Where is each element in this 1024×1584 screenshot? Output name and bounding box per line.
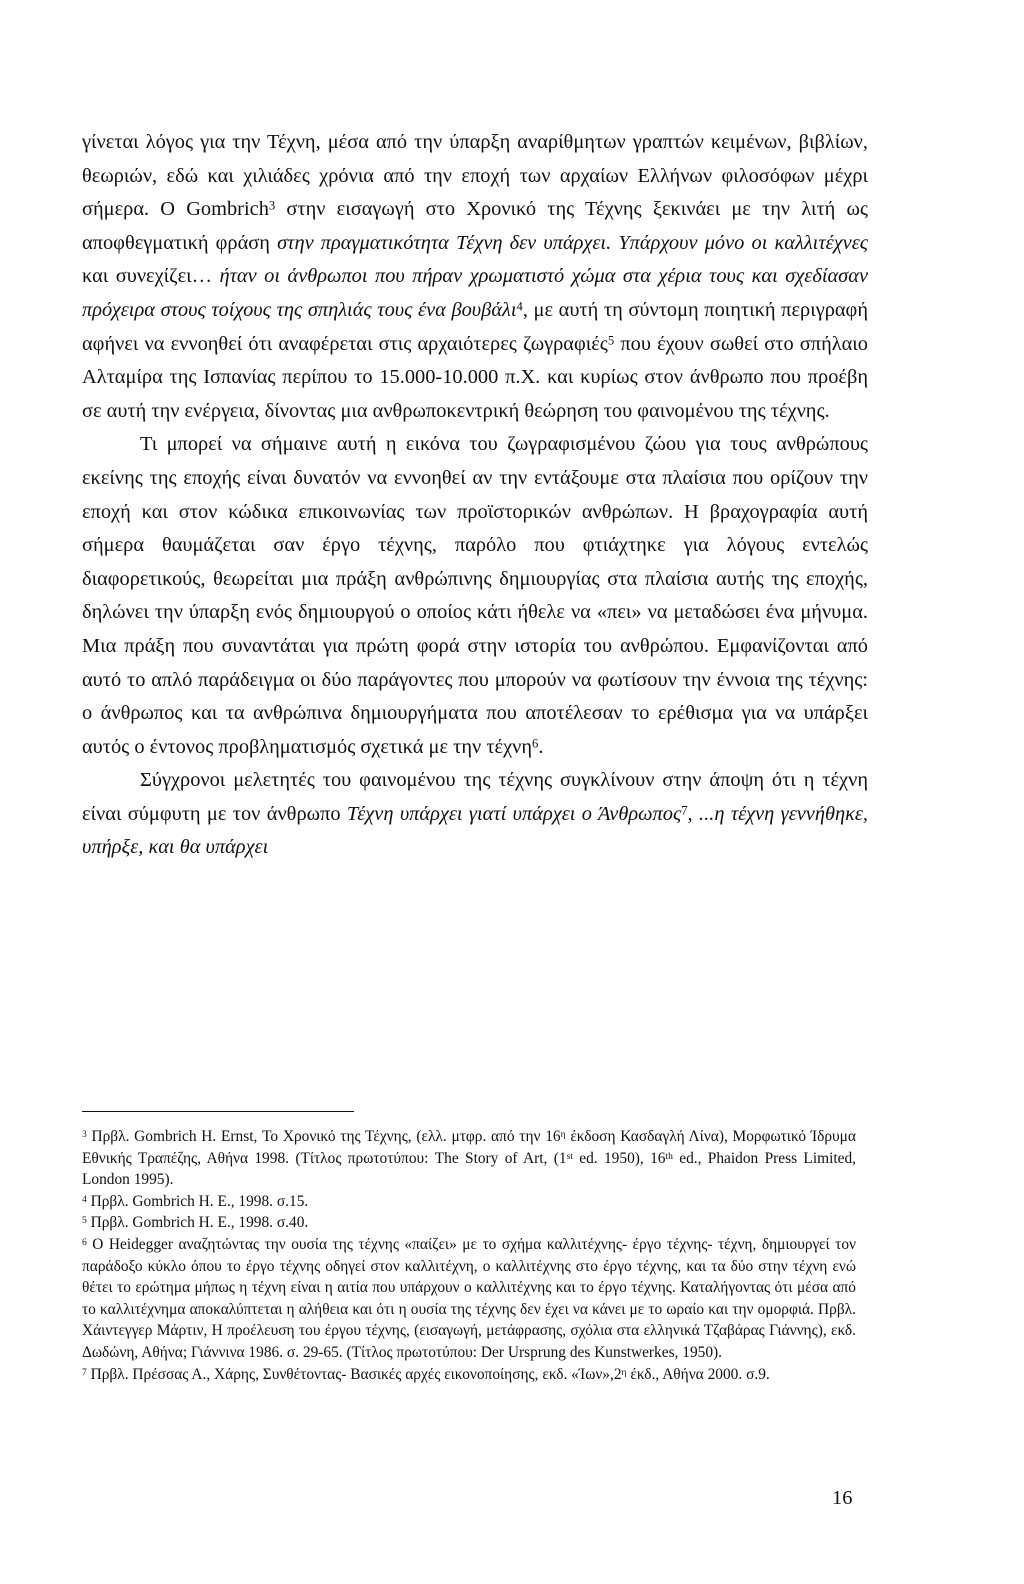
- footnote-ref-3[interactable]: 3: [268, 198, 276, 213]
- main-text: [82, 126, 868, 865]
- footnote-number: 4: [82, 1193, 87, 1205]
- italic-quote: στην πραγματικότητα Τέχνη δεν υπάρχει. Υπάρχουν μόνο οι καλλιτέχνες: [277, 231, 869, 254]
- superscript: th: [665, 1150, 673, 1162]
- footnote-number: 5: [82, 1215, 87, 1227]
- superscript: η: [560, 1129, 566, 1140]
- footnote-3: [82, 1126, 856, 1191]
- page-number: 16: [832, 1487, 853, 1509]
- footnote-ref-4[interactable]: 4: [516, 299, 523, 314]
- footnote-text: έκδοση Κασδαγλή Λίνα), Μορφωτικό Ίδρυμα Εθνικής Τραπέζης, Αθήνα 1998. (Τίτλος πρωτοτύπου: The Story of Art, (1: [82, 1128, 856, 1167]
- footnote-ref-6[interactable]: 6: [532, 736, 539, 751]
- footnote-7: [82, 1364, 856, 1386]
- footnote-ref-7[interactable]: 7: [681, 803, 688, 818]
- paragraph-3: [82, 764, 868, 865]
- footnote-number: 7: [82, 1366, 87, 1378]
- text-run: γίνεται λόγος για την Τέχνη, μέσα από την ύπαρξη αναρίθμητων γραπτών κειμένων, βιβλίων, θεωριών, εδώ και χιλιάδες χρόνια από την εποχή των αρχαίων Ελλήνων φιλοσόφων μέχρι σήμερα. Ο Gombrich: [82, 131, 868, 221]
- text-run: , με αυτή τη σύντομη ποιητική περιγραφή αφήνει να εννοηθεί ότι αναφέρεται στις αρχαιότερες ζωγραφιές: [82, 298, 868, 355]
- footnote-number: 6: [82, 1236, 87, 1248]
- footnote-4: [82, 1191, 856, 1213]
- italic-quote: ήταν οι άνθρωποι που πήραν χρωματιστό χώμα στα χέρια τους και σχεδίασαν πρόχειρα στους τοίχους της σπηλιάς τους ένα βουβάλι: [82, 265, 868, 321]
- footnote-separator: [82, 1111, 354, 1112]
- paragraph-1: [82, 126, 868, 428]
- footnote-text: Πρβλ. Gombrich H. E., 1998. σ.15.: [86, 1192, 309, 1210]
- superscript: η: [621, 1366, 627, 1378]
- footnote-text: ed. 1950), 16: [572, 1149, 666, 1167]
- footnote-5: [82, 1212, 856, 1234]
- text-run: Τι μπορεί να σήμαινε αυτή η εικόνα του ζωγραφισμένου ζώου για τους ανθρώπους εκείνης της εποχής είναι δυνατόν να εννοηθεί αν την εντάξουμε στα πλαίσια που ορίζουν την εποχή και στον κώδικα επικοινωνίας των προϊστορικών ανθρώπων. Η βραχογραφία αυτή σήμερα θαυμάζεται σαν έργο τέχνης, παρόλο που φτιάχτηκε για λόγους εντελώς διαφορετικούς, θεωρείται μια πράξη ανθρώπινης δημιουργίας στα πλαίσια αυτής της εποχής, δηλώνει την ύπαρξη ενός δημιουργού ο οποίος κάτι ήθελε να «πει» να μεταδώσει ένα μήνυμα. Μια πράξη που συναντάται για πρώτη φορά στην ιστορία του ανθρώπου. Εμφανίζονται από αυτό το απλό παράδειγμα οι δύο παράγοντες που μπορούν να φωτίσουν την έννοια της τέχνης: ο άνθρωπος και τα ανθρώπινα δημιουργήματα που αποτέλεσαν το ερέθισμα για να υπάρξει αυτός ο έντονος προβληματισμός σχετικά με την τέχνη: [82, 433, 868, 758]
- footnote-text: Ο Heidegger αναζητώντας την ουσία της τέχνης «παίζει» με το σχήμα καλλιτέχνης- έργο τέχνης- τέχνη, δημιουργεί τον παράδοξο κύκλο όπου το έργο τέχνης οδηγεί στον καλλιτέχνη, ο καλλιτέχνης στο έργο τέχνης, και τα δύο στην τέχνη ενώ θέτει το ερώτημα μήπως η τέχνη είναι η αιτία που υπάρχουν ο καλλιτέχνης και το έργο τέχνης. Καταλήγοντας ότι μέσα από το καλλιτέχνημα αποκαλύπτεται η αλήθεια και ότι η ουσία της τέχνης δεν έχει να κάνει με το ωραίο και την ομορφιά. Πρβλ. Χάιντεγγερ Μάρτιν, Η προέλευση του έργου τέχνης, (εισαγωγή, μετάφρασης, σχόλια στα ελληνικά Τζαβάρας Γιάννης), εκδ. Δωδώνη, Αθήνα; Γιάννινα 1986. σ. 29-65. (Τίτλος πρωτοτύπου: Der Ursprung des Kunstwerkes, 1950).: [82, 1235, 856, 1361]
- text-run: και συνεχίζει…: [82, 265, 220, 288]
- text-run: που έχουν σωθεί στο σπήλαιο Αλταμίρα της Ισπανίας περίπου το 15.000-10.000 π.Χ. και κυρίως στον άνθρωπο που προέβη σε αυτή την ενέργεια, δίνοντας μια ανθρωποκεντρική θεώρηση του φαινομένου της τέχνης.: [82, 332, 868, 422]
- footnote-text: Πρβλ. Gombrich H. Ernst, Το Χρονικό της Τέχνης, (ελλ. μτφρ. από την 16: [86, 1128, 561, 1145]
- text-run: .: [538, 735, 544, 758]
- text-run: στην εισαγωγή στο Χρονικό της Τέχνης ξεκινάει με την λιτή ως αποφθεγματική φράση: [82, 198, 868, 254]
- paragraph-2: [82, 428, 868, 764]
- footnote-text: έκδ., Αθήνα 2000. σ.9.: [626, 1365, 770, 1383]
- footnote-ref-5[interactable]: 5: [607, 333, 615, 348]
- footnote-text: ed., Phaidon Press Limited, London 1995).: [82, 1149, 856, 1189]
- footnote-text: Πρβλ. Πρέσσας Α., Χάρης, Συνθέτοντας- Βασικές αρχές εικονοποίησης, εκδ. «Ίων»,2: [86, 1365, 622, 1383]
- text-run: ,: [687, 802, 700, 825]
- superscript: st: [566, 1150, 573, 1162]
- footnotes: [82, 1126, 856, 1385]
- footnote-text: Πρβλ. Gombrich H. E., 1998. σ.40.: [86, 1214, 309, 1232]
- footnote-number: 3: [82, 1129, 87, 1140]
- footnote-6: [82, 1234, 856, 1364]
- italic-quote: ...η τέχνη γεννήθηκε, υπήρξε, και θα υπάρχει: [82, 802, 868, 859]
- italic-quote: Τέχνη υπάρχει γιατί υπάρχει ο Άνθρωπος: [346, 802, 682, 825]
- text-run: Σύγχρονοι μελετητές του φαινομένου της τέχνης συγκλίνουν στην άποψη ότι η τέχνη είναι σύμφυτη με τον άνθρωπο: [82, 769, 868, 825]
